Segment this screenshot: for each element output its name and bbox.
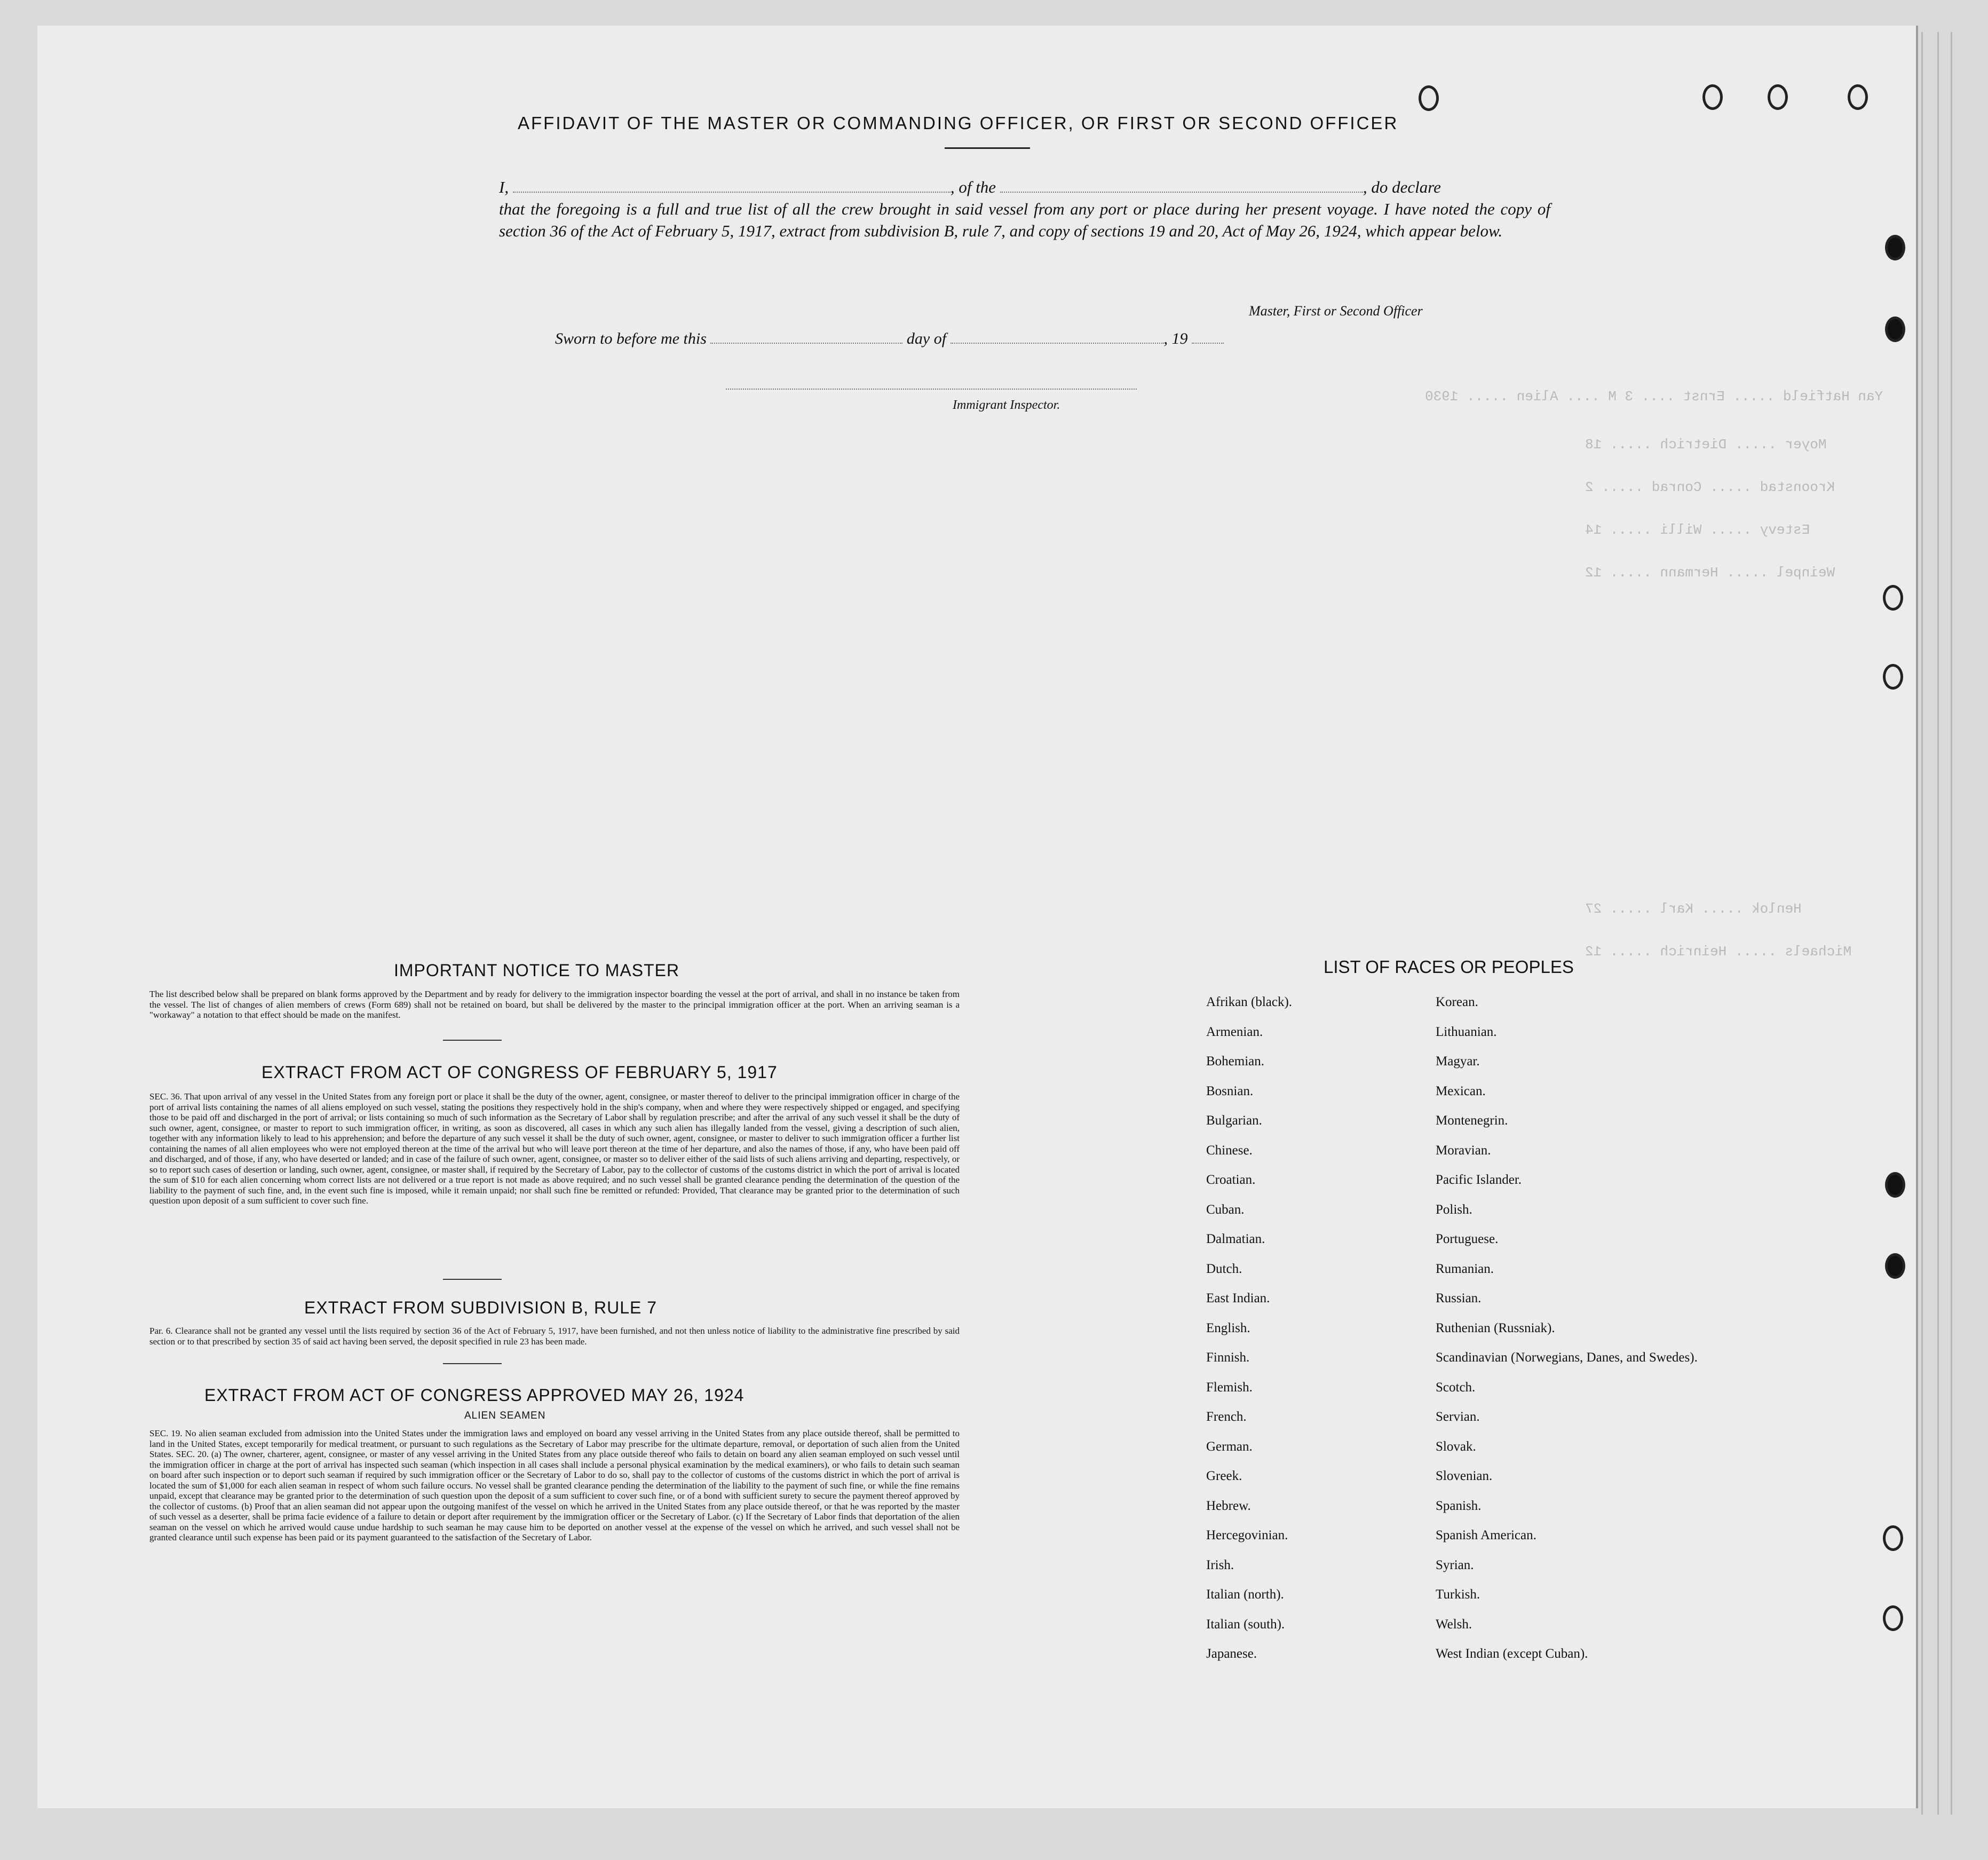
punch-hole <box>1883 664 1903 690</box>
bleed-through: Moyer ..... Dietrich ..... 18 <box>1585 437 1827 453</box>
punch-hole <box>1883 1525 1903 1551</box>
race-item: Turkish. <box>1436 1587 1480 1602</box>
race-item: Greek. <box>1206 1469 1242 1483</box>
section-rule <box>443 1279 502 1280</box>
affidavit-text <box>499 176 1550 242</box>
race-item: Italian (south). <box>1206 1617 1285 1632</box>
bleed-through: Estevy ..... Willi ..... 14 <box>1585 522 1810 538</box>
race-item: French. <box>1206 1410 1247 1424</box>
bleed-through: Michaels ..... Heinrich ..... 12 <box>1585 944 1852 960</box>
race-item: Servian. <box>1436 1410 1480 1424</box>
race-item: Spanish American. <box>1436 1528 1536 1542</box>
race-item: Magyar. <box>1436 1054 1480 1068</box>
month-blank[interactable] <box>951 331 1164 344</box>
sworn-line: Sworn to before me this day of , 19 <box>555 330 1302 348</box>
race-item: Moravian. <box>1436 1143 1491 1158</box>
race-item: Chinese. <box>1206 1143 1253 1158</box>
vessel-blank[interactable] <box>1000 180 1363 193</box>
extract-1924-title: EXTRACT FROM ACT OF CONGRESS APPROVED MAY 26, 1924 <box>204 1386 744 1405</box>
punch-hole <box>1883 585 1903 611</box>
race-item: Hebrew. <box>1206 1498 1251 1513</box>
declaration-body: that the foregoing is a full and true list of all the crew brought in said vessel from any port or place during her present voyage. I have noted the copy of section 36 of the Act of February 5, 1917, extract from subdivision B, rule 7, and copy of sections 19 and 20, Act of May 26, 1924, which appear below. <box>499 200 1550 240</box>
race-item: Welsh. <box>1436 1617 1472 1632</box>
signature-label: Master, First or Second Officer <box>1249 303 1423 319</box>
notice-text: The list described below shall be prepared on blank forms approved by the Department and by ready for delivery to the immigration inspector boarding the vessel at the port of arrival, and shall in no instance be taken from the vessel. The list of changes of alien members of crews (Form 689) shall not be retained on board, but shall be delivered by the master to the principal immigration officer at the port. When an arriving seaman is a "workaway" a notation to that effect should be made on the manifest. <box>149 989 960 1020</box>
race-item: Finnish. <box>1206 1350 1250 1365</box>
day-blank[interactable] <box>710 331 902 344</box>
affidavit-heading: AFFIDAVIT OF THE MASTER OR COMMANDING OFFICER, OR FIRST OR SECOND OFFICER <box>518 113 1399 133</box>
section-rule <box>443 1363 502 1364</box>
punch-hole <box>1885 316 1905 342</box>
punch-hole <box>1419 85 1439 111</box>
race-item: Hercegovinian. <box>1206 1528 1288 1542</box>
race-item: Ruthenian (Russniak). <box>1436 1320 1555 1335</box>
race-item: Syrian. <box>1436 1557 1474 1572</box>
race-item: Slovak. <box>1436 1439 1476 1454</box>
race-item: Rumanian. <box>1436 1261 1494 1276</box>
punch-hole <box>1885 235 1905 260</box>
stacked-page-edge <box>1921 32 1923 1815</box>
race-item: Scotch. <box>1436 1380 1476 1395</box>
stacked-page-edge <box>1937 32 1939 1815</box>
race-item: Bulgarian. <box>1206 1113 1262 1128</box>
race-item: Korean. <box>1436 995 1478 1009</box>
extract-1924-text: SEC. 19. No alien seaman excluded from admission into the United States under the immigration laws and employed on board any vessel arriving in the United States from any place outside thereof, shall be permitted to land in the United States, except temporarily for medical treatment, or pursuant to such regulations as the Secretary of Labor may prescribe for the ultimate departure, removal, or deportation of such alien from the United States. SEC. 20. (a) The owner, charterer, agent, consignee, or master of any vessel arriving in the United States from any place outside thereof who fails to detain on board any alien seaman employed on such vessel until the immigration officer in charge at the port of arrival has inspected such seaman (which inspection in all cases shall include a personal physical examination by the medical examiners), or who fails to detain such seaman on board after such inspection or to deport such seaman if required by such immigration officer or the Secretary of Labor to do so, shall pay to the collector of customs of the customs district in which the port of arrival is located the sum of $1,000 for each alien seaman in respect of whom such failure occurs. No vessel shall be granted clearance pending the determination of the liability to the payment of such fine, or while the fine remains unpaid, except that clearance may be granted prior to the determination of such question upon the deposit of a sum sufficient to cover such fine, or of a bond with sufficient surety to secure the payment thereof approved by the collector of customs. (b) Proof that an alien seaman did not appear upon the outgoing manifest of the vessel on which he arrived in the United States from any place outside thereof, or that he was reported by the master of such vessel as a deserter, shall be prima facie evidence of a failure to detain or deport after requirement by the immigration officer or the Secretary of Labor. (c) If the Secretary of Labor finds that deportation of the alien seaman on the vessel on which he arrived would cause undue hardship to such seaman he may cause him to be deported on another vessel at the expense of the vessel on which he arrived, and such vessel shall not be granted clearance until such expense has been paid or its payment guaranteed to the satisfaction of the Secretary of Labor. <box>149 1428 960 1542</box>
race-item: Polish. <box>1436 1202 1472 1217</box>
punch-hole <box>1885 1172 1905 1198</box>
race-item: Italian (north). <box>1206 1587 1284 1602</box>
extract-1917-title: EXTRACT FROM ACT OF CONGRESS OF FEBRUARY 5, 1917 <box>262 1063 778 1082</box>
race-item: German. <box>1206 1439 1253 1454</box>
race-item: East Indian. <box>1206 1291 1270 1305</box>
race-item: Lithuanian. <box>1436 1024 1497 1039</box>
notice-title: IMPORTANT NOTICE TO MASTER <box>394 961 680 980</box>
race-item: Flemish. <box>1206 1380 1253 1395</box>
rule7-title: EXTRACT FROM SUBDIVISION B, RULE 7 <box>304 1298 658 1317</box>
bleed-through: Weinpel ..... Hermann ..... 12 <box>1585 565 1835 581</box>
race-item: Croatian. <box>1206 1173 1256 1187</box>
stacked-page-edge <box>1951 32 1952 1815</box>
bleed-through: Yan Hatfield ..... Ernst .... 3 M .... Alien ..... 1930 <box>1425 389 1883 405</box>
bleed-through: Kroonstad ..... Conrad ..... 2 <box>1585 479 1835 495</box>
race-item: Russian. <box>1436 1291 1482 1305</box>
race-item: Pacific Islander. <box>1436 1173 1522 1187</box>
punch-hole <box>1702 84 1723 110</box>
races-list-right <box>1436 994 1734 1676</box>
race-item: Japanese. <box>1206 1647 1257 1661</box>
punch-hole <box>1885 1253 1905 1279</box>
punch-hole <box>1883 1605 1903 1631</box>
race-item: West Indian (except Cuban). <box>1436 1647 1588 1661</box>
rule7-text: Par. 6. Clearance shall not be granted any vessel until the lists required by section 36 of the Act of February 5, 1917, have been furnished, and not then unless notice of liability to the administrative fine prescribed by said section or to that prescribed by section 35 of said act having been served, the deposit specified in rule 23 has been made. <box>149 1326 960 1347</box>
race-item: Irish. <box>1206 1557 1234 1572</box>
race-item: Scandinavian (Norwegians, Danes, and Swedes). <box>1436 1350 1698 1365</box>
races-list-left <box>1206 994 1420 1676</box>
document-page <box>37 26 1918 1808</box>
extract-1917-text: SEC. 36. That upon arrival of any vessel in the United States from any foreign port or place it shall be the duty of the owner, agent, consignee, or master thereof to deliver to the principal immigration officer in charge of the port of arrival lists containing the names of all aliens employed on such vessel, stating the positions they respectively hold in the ship's company, when and where they were respectively shipped or engaged, and specifying those to be paid off and discharged in the port of arrival; or lists containing so much of such information as the Secretary of Labor shall by regulation prescribe; and after the arrival of any such vessel it shall be the duty of such owner, agent, consignee, or master to report to such immigration officer, in writing, as soon as discovered, all cases in which any such alien has illegally landed from the vessel, giving a description of such alien, together with any information likely to lead to his apprehension; and before the departure of any such vessel it shall be the duty of such owner, agent, consignee, or master to deliver to such immigration officer a further list containing the names of all alien employees who were not employed thereon at the time of the arrival but who will leave port thereon at the time of her departure, and also the names of those, if any, who have been paid off and discharged, and of those, if any, who have deserted or landed; and in case of the failure of such owner, agent, consignee, or master so to deliver either of the said lists of such aliens arriving and departing, respectively, or so to report such cases of desertion or landing, such owner, agent, consignee, or master shall, if required by the Secretary of Labor, pay to the collector of customs of the customs district in which the port of arrival is located the sum of $10 for each alien concerning whom correct lists are not delivered or a true report is not made as above required; and no such vessel shall be granted clearance pending the determination of the question of the liability to the payment of such fine, and, in the event such fine is imposed, while it remain unpaid; nor shall such fine be remitted or refunded: Provided, That clearance may be granted prior to the determination of such question upon deposit of a sum sufficient to cover such fine. <box>149 1091 960 1206</box>
punch-hole <box>1768 84 1788 110</box>
inspector-label: Immigrant Inspector. <box>953 398 1060 412</box>
race-item: Armenian. <box>1206 1024 1263 1039</box>
race-item: Bohemian. <box>1206 1054 1265 1068</box>
section-rule <box>443 1040 502 1041</box>
race-item: Dalmatian. <box>1206 1232 1265 1246</box>
race-item: Cuban. <box>1206 1202 1245 1217</box>
race-item: English. <box>1206 1320 1250 1335</box>
race-item: Mexican. <box>1436 1083 1486 1098</box>
declaration-line: I, , of the , do declare <box>499 178 1441 196</box>
race-item: Slovenian. <box>1436 1469 1493 1483</box>
name-blank[interactable] <box>513 180 951 193</box>
race-item: Dutch. <box>1206 1261 1242 1276</box>
race-item: Portuguese. <box>1436 1232 1499 1246</box>
inspector-signature-line <box>726 389 1137 390</box>
races-title: LIST OF RACES OR PEOPLES <box>1324 957 1574 977</box>
race-item: Afrikan (black). <box>1206 995 1293 1009</box>
year-blank[interactable] <box>1192 331 1224 344</box>
race-item: Bosnian. <box>1206 1083 1254 1098</box>
alien-seamen-subtitle: ALIEN SEAMEN <box>464 1410 546 1421</box>
punch-hole <box>1848 84 1868 110</box>
race-item: Spanish. <box>1436 1498 1482 1513</box>
heading-rule <box>945 147 1030 149</box>
bleed-through: Henlok ..... Karl ..... 27 <box>1585 901 1802 917</box>
race-item: Montenegrin. <box>1436 1113 1508 1128</box>
